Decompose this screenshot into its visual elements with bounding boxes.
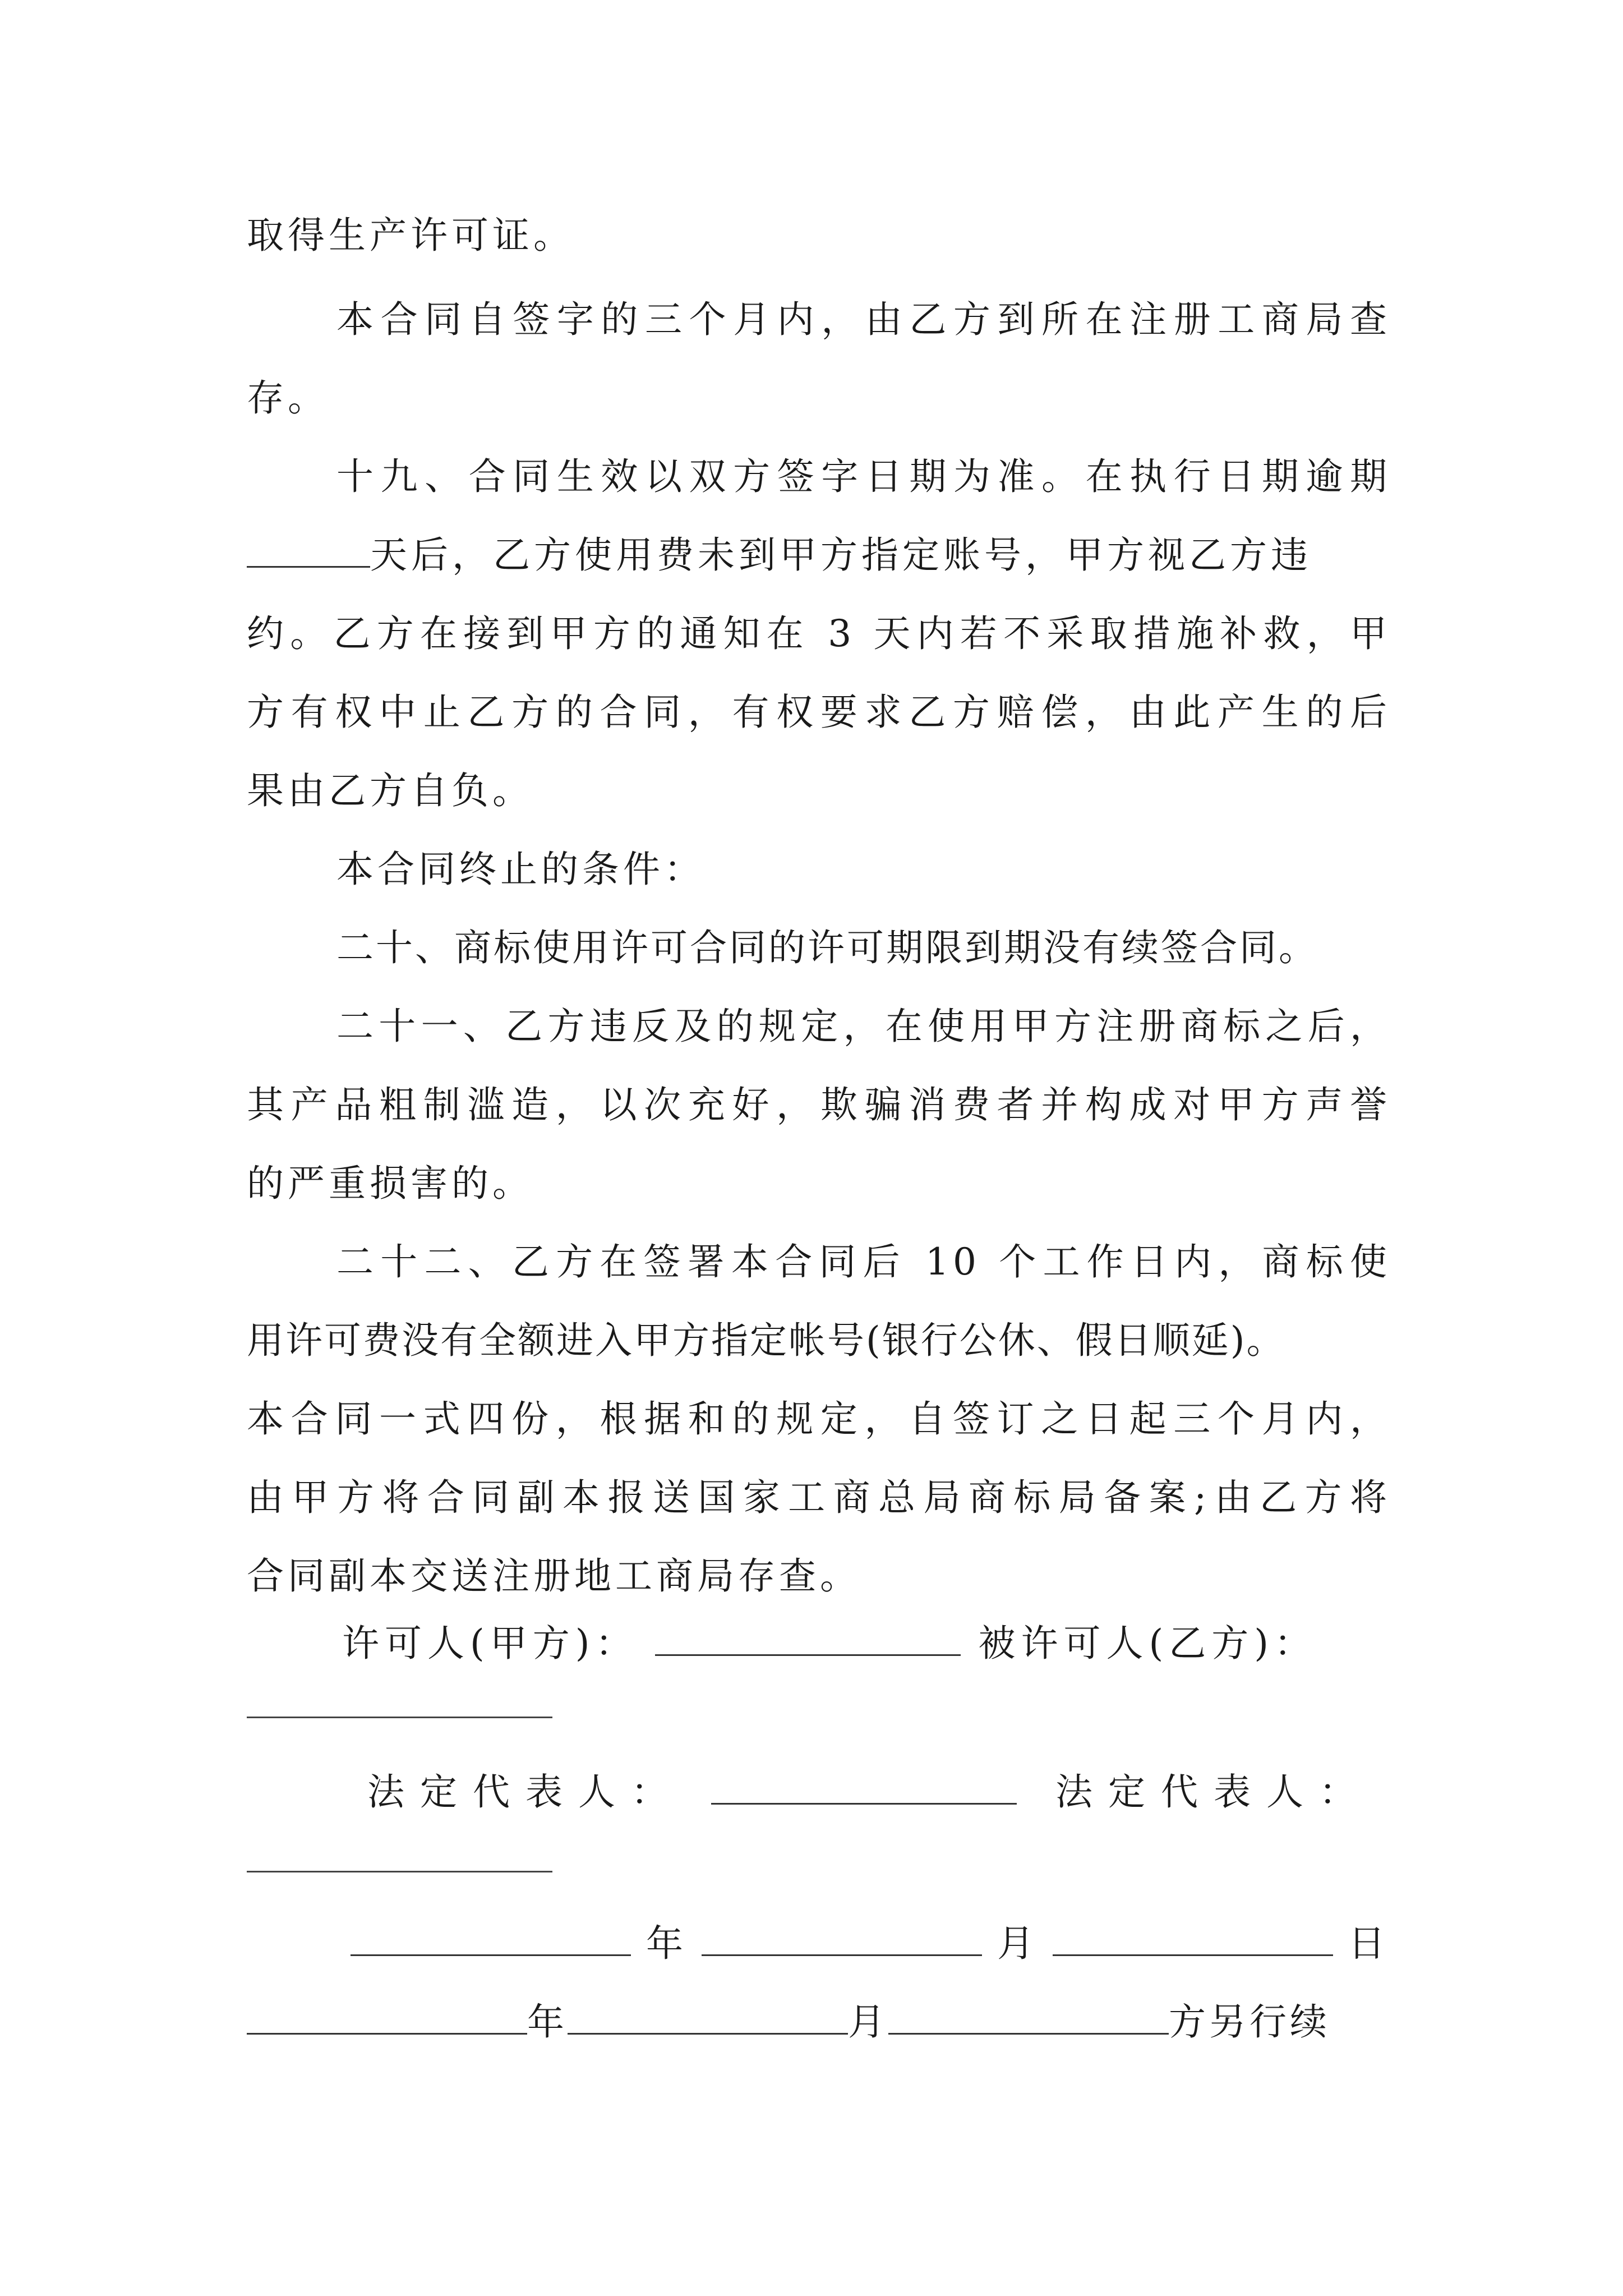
text-line: 二十一、乙方违反及的规定，在使用甲方注册商标之后， (336, 1005, 1391, 1048)
text-line: 二十、商标使用许可合同的许可期限到期没有续签合同。 (336, 926, 1318, 969)
representative-row (367, 1764, 1372, 1820)
year-blank[interactable] (351, 1918, 631, 1956)
date-row-licensee (247, 1994, 1330, 2050)
rep-label-licensor: 法定代表人： (367, 1770, 684, 1814)
text-line: 合同副本交送注册地工商局存查。 (247, 1554, 861, 1598)
month-blank-2[interactable] (568, 1997, 848, 2035)
licensee-blank[interactable] (247, 1717, 552, 1718)
month-label: 月 (997, 1922, 1038, 1965)
text-line: 二十二、乙方在签署本合同后 10 个工作日内，商标使 (336, 1240, 1391, 1283)
text-line: 用许可费没有全额进入甲方指定帐号(银行公休、假日顺延)。 (247, 1319, 1285, 1362)
fill-in-blank[interactable] (247, 530, 370, 568)
text-line: 本合同自签字的三个月内，由乙方到所在注册工商局查 (336, 298, 1391, 341)
text-line: 方有权中止乙方的合同，有权要求乙方赔偿，由此产生的后 (247, 691, 1391, 734)
text-line: 由甲方将合同副本报送国家工商总局商标局备案;由乙方将 (247, 1476, 1391, 1519)
trailing-text: 方另行续 (1169, 2000, 1330, 2044)
licensor-label: 许可人(甲方)： (342, 1622, 638, 1665)
rep-label-licensee: 法定代表人： (1055, 1770, 1372, 1814)
text-line: 果由乙方自负。 (247, 769, 533, 812)
text-line: 约。乙方在接到甲方的通知在 3 天内若不采取措施补救，甲 (247, 612, 1391, 655)
text-fragment: 天后，乙方使用费未到甲方指定账号，甲方视乙方违 (370, 533, 1312, 577)
text-line: 取得生产许可证。 (247, 214, 574, 257)
month-label-2: 月 (848, 2000, 888, 2044)
month-blank[interactable] (702, 1918, 982, 1956)
text-line: 十九、合同生效以双方签字日期为准。在执行日期逾期 (336, 455, 1391, 498)
licensee-label: 被许可人(乙方)： (978, 1622, 1317, 1665)
text-line: 本合同终止的条件： (336, 848, 705, 891)
rep-blank-licensee[interactable] (247, 1871, 552, 1872)
day-label: 日 (1348, 1922, 1389, 1965)
text-line: 存。 (247, 376, 329, 420)
year-label: 年 (645, 1922, 686, 1965)
text-line: 的严重损害的。 (247, 1162, 533, 1205)
text-line-with-blank (247, 527, 1391, 583)
licensor-row (342, 1616, 1317, 1672)
rep-blank-licensor[interactable] (711, 1767, 1017, 1805)
licensor-blank[interactable] (655, 1618, 961, 1656)
date-row-licensor (351, 1916, 1389, 1972)
year-blank-2[interactable] (247, 1997, 527, 2035)
text-line: 本合同一式四份，根据和的规定，自签订之日起三个月内， (247, 1397, 1391, 1441)
text-line: 其产品粗制滥造，以次充好，欺骗消费者并构成对甲方声誉 (247, 1083, 1391, 1126)
day-blank-2[interactable] (888, 1997, 1169, 2035)
day-blank[interactable] (1053, 1918, 1333, 1956)
year-label-2: 年 (527, 2000, 568, 2044)
